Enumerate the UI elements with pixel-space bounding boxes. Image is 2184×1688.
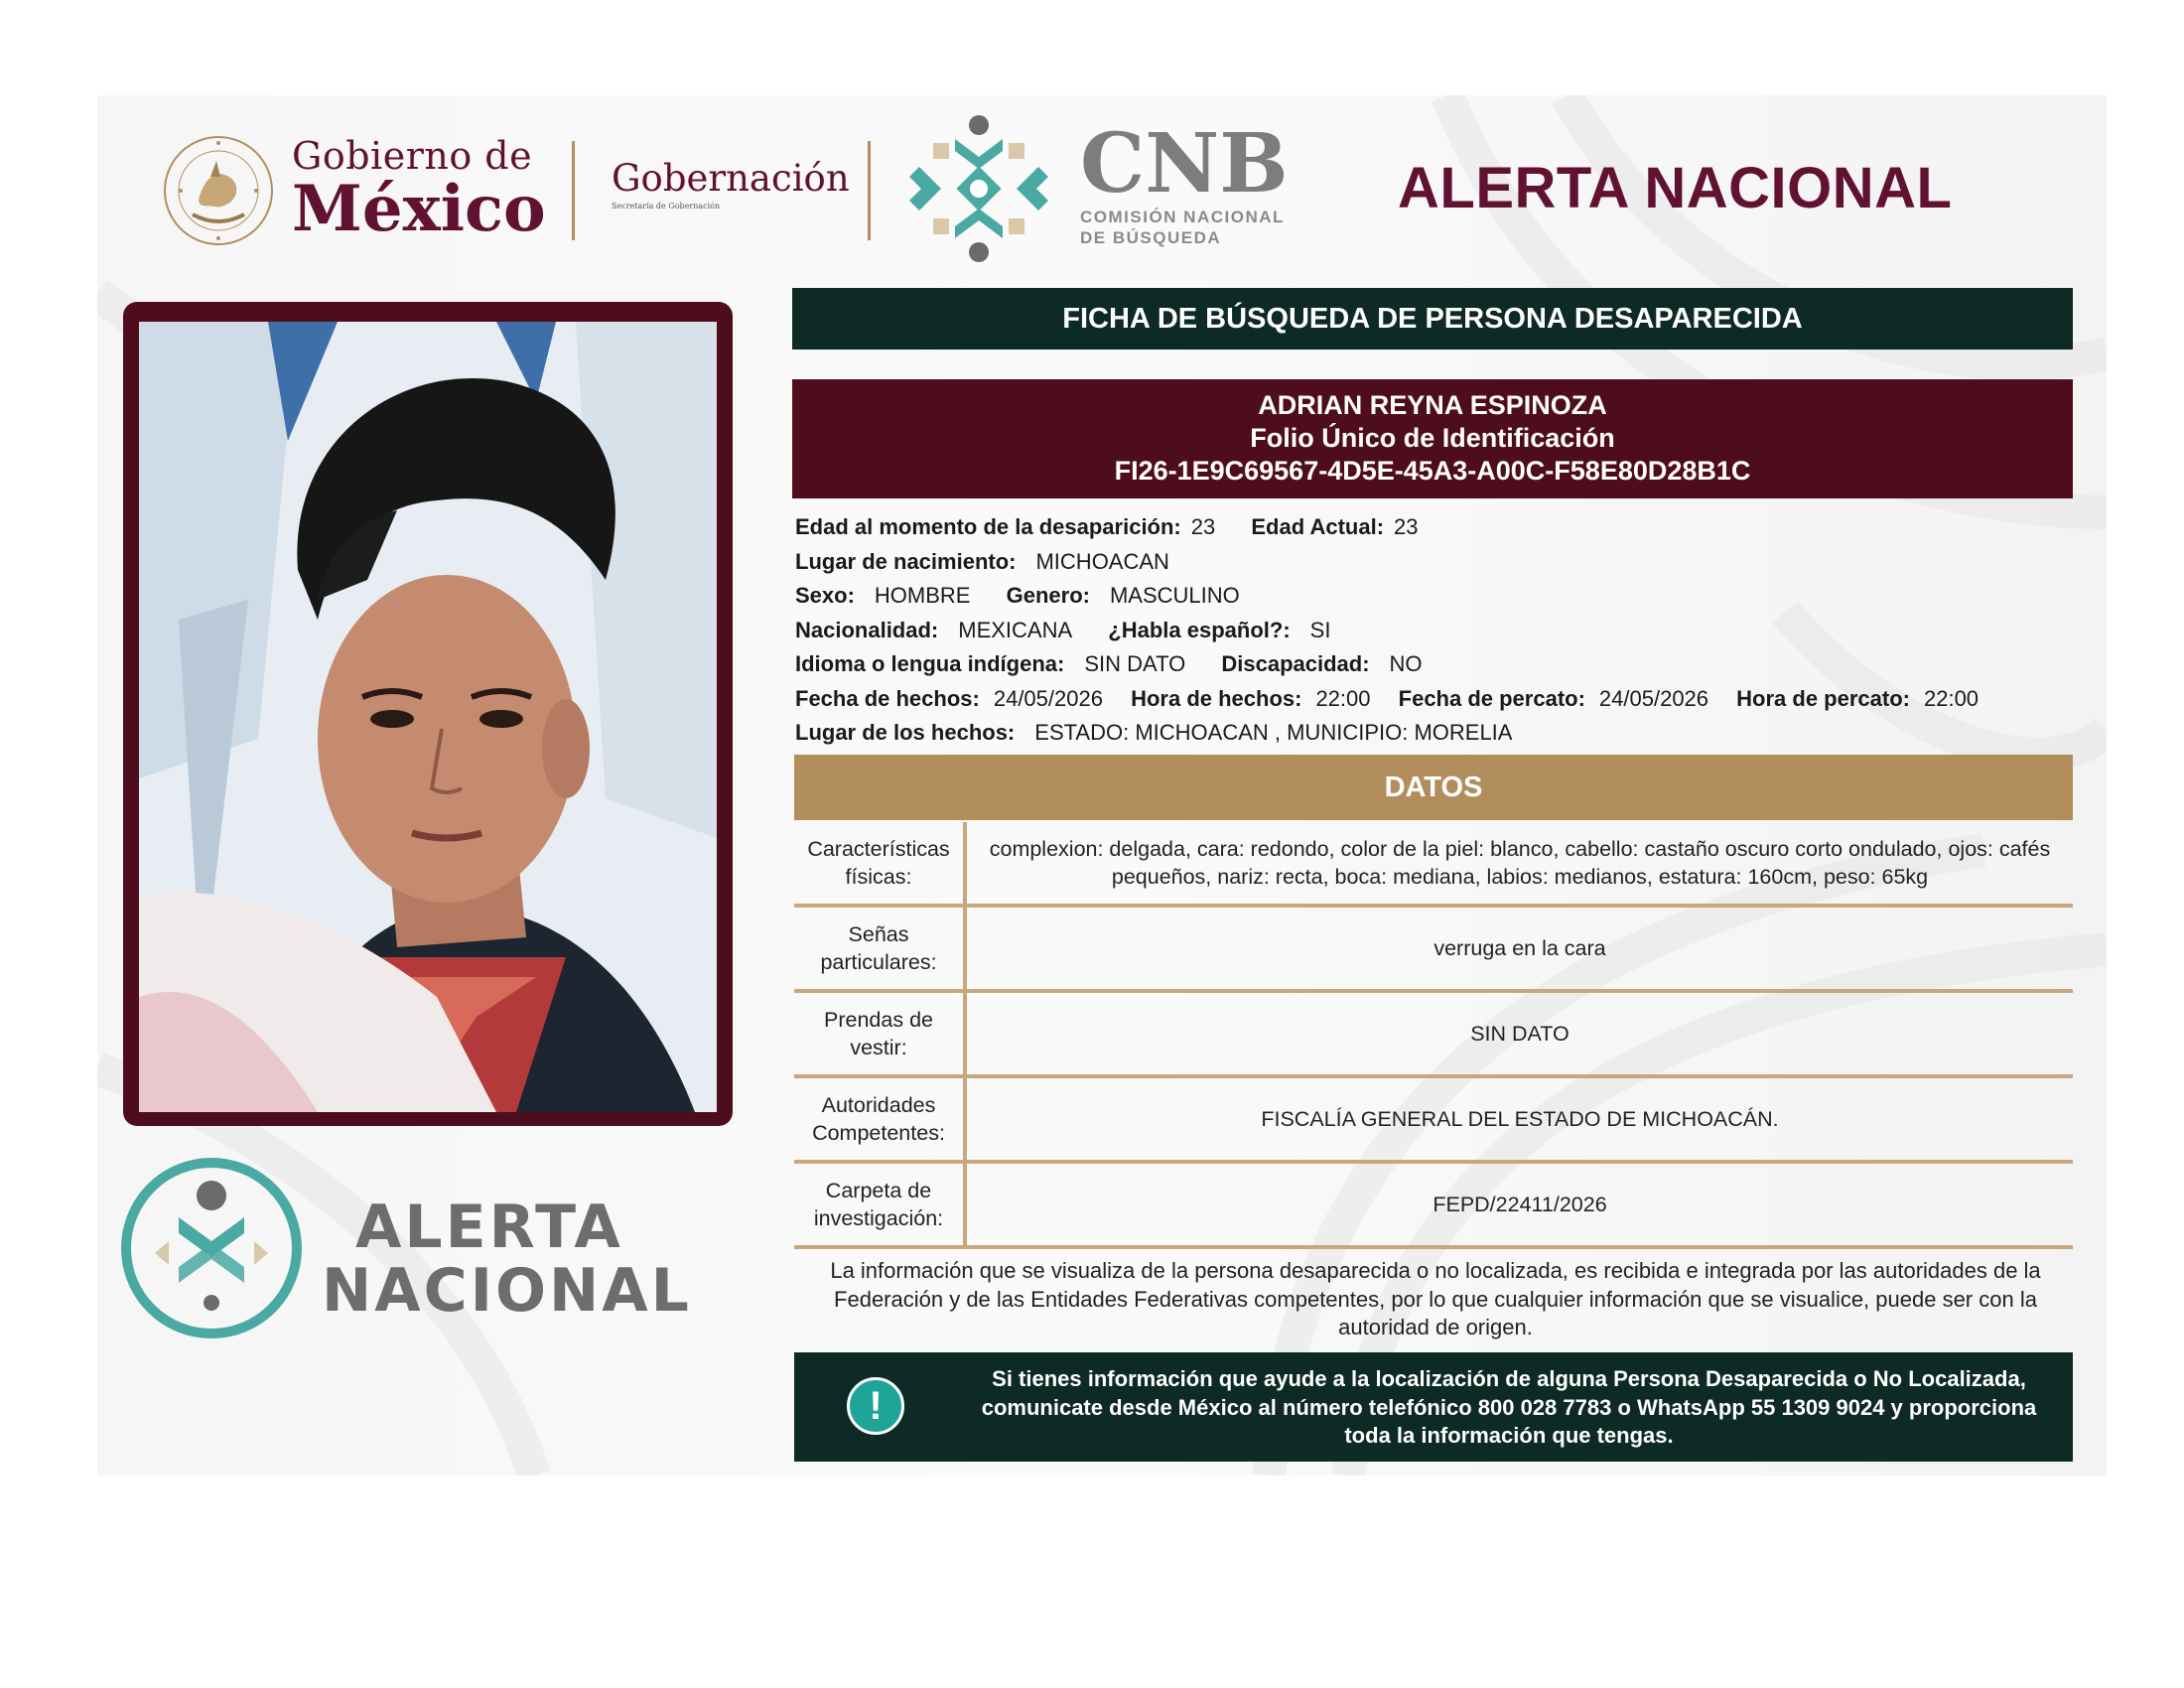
folio-label: Folio Único de Identificación: [1250, 423, 1615, 453]
datos-value: SIN DATO: [965, 991, 2073, 1076]
person-name: ADRIAN REYNA ESPINOZA: [1258, 390, 1607, 420]
gobierno-de-mexico-logo: [292, 134, 546, 246]
header: [97, 95, 2107, 294]
fact-value: 24/05/2026: [1598, 685, 1709, 711]
fact-value: SIN DATO: [1084, 651, 1186, 676]
table-row: [794, 906, 2073, 991]
cnb-acronym: CNB: [1080, 116, 1289, 211]
contact-text: Si tienes información que ayude a la localización de alguna Persona Desaparecida o No Localizada, comunicate desde México al número telefónico 800 028 7783 o WhatsApp 55 1309 9024 y proporciona toda la información que tengas.: [981, 1366, 2037, 1448]
person-photo-frame: [123, 302, 733, 1126]
table-row: [794, 991, 2073, 1076]
fact-value: 23: [1190, 514, 1216, 539]
gobernacion-sub: Secretaría de Gobernación: [612, 202, 721, 211]
fact-value: HOMBRE: [874, 583, 971, 608]
facts-row-sexo: [795, 579, 2076, 614]
header-divider: [868, 141, 871, 240]
cnb-logo-text: [1080, 116, 1289, 248]
datos-header: DATOS: [794, 755, 2073, 820]
fact-label: Hora de percato:: [1736, 685, 1910, 711]
alert-sheet: [97, 95, 2107, 1476]
fact-value: NO: [1389, 651, 1423, 676]
fact-label: Idioma o lengua indígena:: [795, 651, 1065, 676]
facts-row-nacimiento: [795, 545, 2076, 580]
ficha-title-bar: FICHA DE BÚSQUEDA DE PERSONA DESAPARECIDA: [792, 288, 2073, 350]
fact-label: Hora de hechos:: [1131, 685, 1302, 711]
mexico-coat-of-arms-logo: [159, 131, 278, 250]
exclamation-icon: !: [847, 1377, 904, 1435]
datos-label: Características físicas:: [794, 822, 965, 906]
datos-label: Señas particulares:: [794, 906, 965, 991]
alerta-logo-line2: NACIONAL: [322, 1256, 692, 1326]
fact-label: Discapacidad:: [1221, 651, 1370, 676]
header-divider: [572, 141, 575, 240]
table-row: [794, 822, 2073, 906]
gobernacion-logo: [612, 157, 850, 211]
gobierno-line2: México: [292, 172, 546, 246]
fact-label: Genero:: [1006, 583, 1090, 608]
datos-value: complexion: delgada, cara: redondo, color de la piel: blanco, cabello: castaño oscuro corto ondulado, ojos: cafés pequeños, nariz: recta, boca: mediana, labios: medianos, estatura: 160cm, peso: 65kg: [965, 822, 2073, 906]
fact-label: Lugar de nacimiento:: [795, 548, 1017, 574]
facts-row-lugar-hechos: [795, 716, 2076, 751]
fact-label: Edad Actual:: [1251, 514, 1385, 539]
alerta-logo-line1: ALERTA: [355, 1193, 623, 1262]
folio-number: FI26-1E9C69567-4D5E-45A3-A00C-F58E80D28B1C: [1114, 456, 1751, 486]
person-facts: [795, 510, 2076, 751]
fact-label: Edad al momento de la desaparición:: [795, 514, 1181, 539]
disclaimer-text: La información que se visualiza de la persona desaparecida o no localizada, es recibida e integrada por las autoridades de la Federación y de las Entidades Federativas competentes, por lo que cualquier información que se visualice, puede ser con la autoridad de origen.: [830, 1258, 2041, 1339]
fact-label: Lugar de los hechos:: [795, 720, 1016, 745]
datos-label: Carpeta de investigación:: [794, 1162, 965, 1247]
fact-label: Fecha de hechos:: [795, 685, 980, 711]
fact-value: SI: [1309, 617, 1331, 642]
person-name-box: [792, 379, 2073, 498]
fact-label: Fecha de percato:: [1398, 685, 1585, 711]
fact-value: 22:00: [1315, 685, 1371, 711]
facts-row-idioma: [795, 647, 2076, 682]
fact-value: MASCULINO: [1109, 583, 1240, 608]
facts-row-edad: [795, 510, 2076, 545]
fact-value: MICHOACAN: [1035, 548, 1169, 574]
contact-banner: [794, 1352, 2073, 1462]
fact-label: Nacionalidad:: [795, 617, 939, 642]
table-row: [794, 1076, 2073, 1162]
gobierno-line1: Gobierno de: [292, 134, 533, 178]
page-title: ALERTA NACIONAL: [1398, 156, 1953, 220]
fact-value: 22:00: [1923, 685, 1979, 711]
datos-label: Prendas de vestir:: [794, 991, 965, 1076]
person-photo-placeholder: [139, 322, 717, 1112]
fact-value: 23: [1394, 514, 1419, 539]
fact-label: ¿Habla español?:: [1108, 617, 1291, 642]
fact-value: MEXICANA: [958, 617, 1073, 642]
cnb-line1: COMISIÓN NACIONAL: [1080, 208, 1285, 226]
datos-table: [794, 822, 2073, 1249]
person-photo: [139, 322, 717, 1112]
fact-value: 24/05/2026: [993, 685, 1103, 711]
facts-row-fechas: [795, 682, 2076, 717]
cnb-emblem-icon: [899, 109, 1058, 268]
fact-value: ESTADO: MICHOACAN , MUNICIPIO: MORELIA: [1034, 720, 1513, 745]
cnb-line2: DE BÚSQUEDA: [1080, 228, 1222, 247]
datos-label: Autoridades Competentes:: [794, 1076, 965, 1162]
gobernacion-name: Gobernación: [612, 157, 850, 200]
datos-value: FEPD/22411/2026: [965, 1162, 2073, 1247]
table-row: [794, 1162, 2073, 1247]
datos-value: verruga en la cara: [965, 906, 2073, 991]
datos-value: FISCALÍA GENERAL DEL ESTADO DE MICHOACÁN.: [965, 1076, 2073, 1162]
fact-label: Sexo:: [795, 583, 855, 608]
alerta-nacional-emblem-icon: [117, 1154, 306, 1342]
facts-row-nacionalidad: [795, 614, 2076, 648]
alerta-nacional-logo-text: [322, 1193, 692, 1326]
